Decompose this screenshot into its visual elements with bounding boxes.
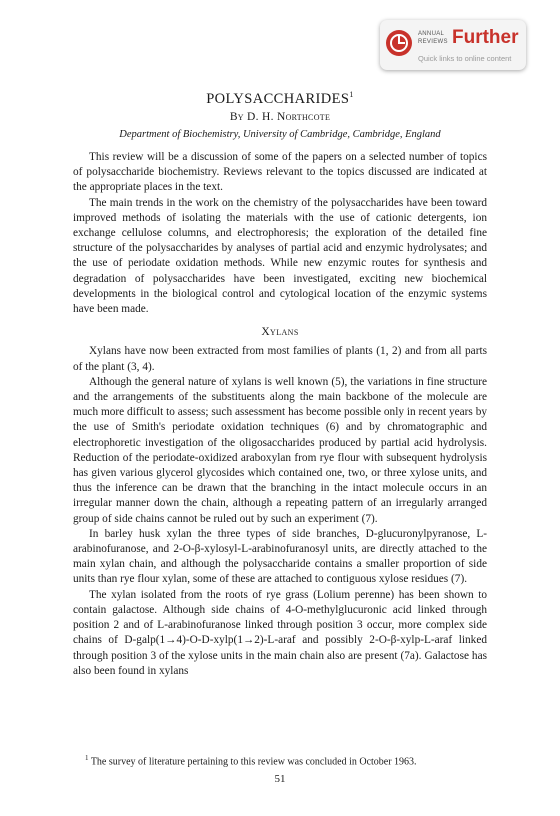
- author-affiliation: Department of Biochemistry, University of Cambridge, Cambridge, England: [119, 129, 441, 140]
- author-byline: By D. H. Northcote: [229, 111, 331, 123]
- annual-reviews-logo-icon: [386, 30, 412, 56]
- badge-reviews-label: REVIEWS: [418, 39, 448, 45]
- article-title: [0, 90, 560, 108]
- page-number: 51: [274, 773, 286, 785]
- section-heading-xylans: Xylans: [261, 326, 299, 339]
- badge-further-label: Further: [452, 27, 519, 48]
- xylans-paragraph-2: Although the general nature of xylans is well known (5), the variations in fine structure and the arrangements of the substituents along the main backbone of the molecule are much more difficult to assess; such assessment has become possible only in recent years by the use of Smith's periodate oxidation techniques (6) and by chromatographic and electrophoretic investigation of the oligosaccharides produced by partial acid hydrolysis. Reduction of the periodate-oxidized araboxylan from rye flour with subsequent hydrolysis has given various glycerol glycosides which contained one, two, or three xylose units, and thus the inference can be drawn that the branching in the intact molecule occurs in an irregular manner down the chain, although a repeating pattern of an irregularly arranged group of side chains cannot be ruled out by such an experiment (7).: [73, 375, 487, 525]
- xylans-paragraph-4: The xylan isolated from the roots of rye grass (Lolium perenne) has been shown to contain galactose. Although side chains of 4-O-methylglucuronic acid linked through position 2 and of L-arabinofuranose linked through position 3 occur, more complex side chains of D-galp(1→4)-O-D-xylp(1→2)-L-araf and possibly 2-O-β-xylp-L-araf linked through position 3 of the xylose units in the main chain also are present (7a). Galactose has also been found in xylans: [73, 588, 487, 677]
- footnote-text: The survey of literature pertaining to this review was concluded in October 1963.: [90, 756, 417, 768]
- title-text: POLYSACCHARIDES: [206, 90, 350, 107]
- footnote: [73, 752, 487, 768]
- further-badge[interactable]: [380, 20, 526, 70]
- footnote-mark: 1: [85, 754, 89, 762]
- title-footnote-mark: 1: [349, 90, 354, 99]
- intro-paragraph-1: This review will be a discussion of some of the papers on a selected number of topics of polysaccharide biochemistry. Reviews relevant to the topics discussed are indicated at the appropriate places in the text.: [73, 151, 487, 194]
- intro-paragraph-2: The main trends in the work on the chemistry of the polysaccharides have been toward improved methods of isolating the materials with the use of cationic detergents, ion exchange cellulose columns, and electrophoresis; the exploration of the detailed fine structure of the polysaccharides by analyses of partial acid and enzymic hydrolysates; and the use of periodate oxidation methods. While new enzymic routes for synthesis and degradation of polysaccharides have been investigated, exciting new biochemical developments in the biological control and cytological location of the enzymic systems have been made.: [73, 196, 487, 316]
- xylans-paragraph-1: Xylans have now been extracted from most families of plants (1, 2) and from all parts of the plant (3, 4).: [73, 345, 487, 373]
- article-body: [73, 150, 487, 679]
- xylans-paragraph-3: In barley husk xylan the three types of side branches, D-glucuronylpyranose, L-arabinofuranose, and 2-O-β-xylosyl-L-arabinofuranosyl units, are directly attached to the main xylan chain, and although the polysaccharide contains a smaller proportion of side units than rye flour xylan, some of these are attached to contiguous xylose residues (7).: [73, 527, 487, 586]
- badge-subtitle: Quick links to online content: [418, 54, 512, 63]
- badge-annual-label: ANNUAL: [418, 31, 445, 37]
